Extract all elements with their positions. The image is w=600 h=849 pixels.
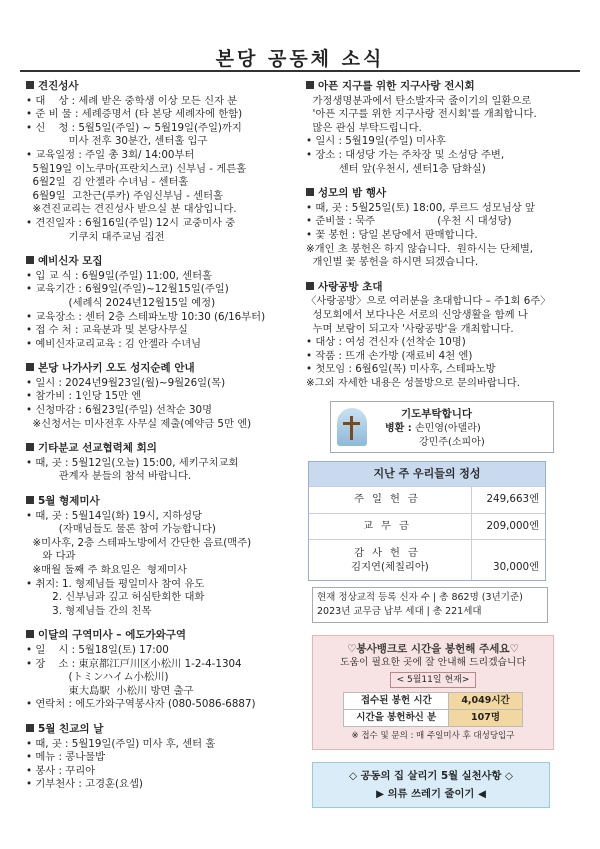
section xyxy=(306,80,578,176)
section-line: 와 다과 xyxy=(26,550,76,563)
goal-heading: ◇ 공동의 집 살리기 5월 실천사항 ◇ xyxy=(349,770,513,783)
offering-value: 209,000엔 xyxy=(472,513,546,540)
section-line: 성모회에서 보다나은 서로의 신앙생활을 함께 나 xyxy=(306,308,528,321)
volunteer-date: < 5월11일 현재> xyxy=(390,672,477,688)
title-divider xyxy=(20,70,580,72)
section-line: • 취지: 1. 형제님들 평일미사 참여 유도 xyxy=(26,577,205,590)
section-line: (トミンハイム小松川) xyxy=(26,671,169,684)
section-line: • 첫모임 : 6월6일(목) 미사후, 스테파노방 xyxy=(306,363,496,376)
section xyxy=(306,187,578,270)
section-line: ※그외 자세한 내용은 성물방으로 문의바랍니다. xyxy=(306,376,520,389)
bullet-square-icon xyxy=(306,282,314,290)
section-heading xyxy=(26,495,296,509)
prayer-title: 기도부탁합니다 xyxy=(401,408,473,421)
bullet-square-icon xyxy=(306,188,314,196)
section-line: • 장소 : 대성당 가는 주차장 및 소성당 주변, xyxy=(306,148,505,161)
section-title: 기타분교 선교협력체 회의 xyxy=(38,442,157,455)
section-title: 이달의 구역미사 – 에도가와구역 xyxy=(38,629,187,642)
offering-label: 교무금 xyxy=(309,513,472,540)
section-heading xyxy=(26,629,296,643)
section-heading xyxy=(306,281,578,295)
monthly-goal-box xyxy=(312,762,550,808)
section xyxy=(26,442,296,484)
section-title: 5월 친교의 날 xyxy=(38,722,104,735)
section-line: 센터 앞(우천시, 센터1층 담화실) xyxy=(306,162,486,175)
section-line: 많은 관심 부탁드립니다. xyxy=(306,121,422,134)
section-line: ※미사후, 2층 스테파노방에서 간단한 음료(맥주) xyxy=(26,536,252,549)
section-heading xyxy=(26,442,296,456)
section-line: 관계자 분들의 참석 바랍니다. xyxy=(26,470,192,483)
section-line: • 장 소 : 東京都江戸川区小松川 1-2-4-1304 xyxy=(26,657,242,670)
section-heading xyxy=(26,255,296,269)
section-heading xyxy=(26,723,296,737)
section-line: • 일시 : 5월19일(주일) 미사후 xyxy=(306,135,446,148)
section-line: 3. 형제님들 간의 친목 xyxy=(26,604,152,617)
section-line: 기쿠치 대주교님 집전 xyxy=(26,230,165,243)
offering-heading: 지난 주 우리들의 정성 xyxy=(309,462,545,486)
section-line: • 준 비 물 : 세례증명서 (타 본당 세례자에 한함) xyxy=(26,108,243,121)
section-line: • 대 상 : 세례 받은 중학생 이상 모든 신자 분 xyxy=(26,94,238,107)
section-line: 〈사랑공방〉으로 여러분을 초대합니다 – 주1회 6주〉 xyxy=(306,295,551,308)
section xyxy=(26,362,296,431)
section-line: • 봉사 : 꾸리아 xyxy=(26,764,96,777)
bullet-square-icon xyxy=(26,496,34,504)
volunteer-value: 107명 xyxy=(449,710,522,727)
section-line: ※신청서는 미사전후 사무실 제출(예약금 5만 엔) xyxy=(26,417,252,430)
section-line: 누며 보람이 되고자 '사랑공방'을 개최합니다. xyxy=(306,322,514,335)
section-line: ※매월 둘째 주 화요일은 형제미사 xyxy=(26,564,187,576)
offering-row xyxy=(309,487,545,514)
goal-item: ▶ 의류 쓰레기 줄이기 ◀ xyxy=(376,788,486,801)
section-line: • 때, 곳 : 5월25일(토) 18:00, 루르드 성모님상 앞 xyxy=(306,201,535,214)
bullet-square-icon xyxy=(306,81,314,89)
section-title: 사랑공방 초대 xyxy=(318,280,383,293)
volunteer-sub: 도움이 필요한 곳에 잘 안내해 드리겠습니다 xyxy=(340,657,526,669)
offering-label xyxy=(309,540,472,581)
bullet-square-icon xyxy=(26,363,34,371)
section-line: • 입 교 식 : 6월9일(주일) 11:00, 센터홀 xyxy=(26,269,213,282)
volunteer-table xyxy=(343,692,522,727)
prayer-line xyxy=(385,422,481,436)
left-column xyxy=(26,80,296,803)
section-line: • 작품 : 뜨개 손가방 (재료비 4천 엔) xyxy=(306,349,473,362)
section-line: 6월9일 고찬근(루카) 주임신부님 - 센터홀 xyxy=(26,189,223,202)
offering-label-main: 감사헌금 xyxy=(354,547,426,560)
prayer-label: 병환 : xyxy=(385,423,412,435)
bullet-square-icon xyxy=(26,81,34,89)
section-line: • 때, 곳 : 5월14일(화) 19시, 지하성당 xyxy=(26,509,202,522)
section-line: • 연락처 : 에도가와구역봉사자 (080-5086-6887) xyxy=(26,698,256,711)
section-line: ※개인 초 봉헌은 하지 않습니다. 원하시는 단체별, xyxy=(306,242,534,255)
section-line: • 접 수 처 : 교육분과 및 본당사무실 xyxy=(26,324,188,337)
section-line: 가정생명분과에서 탄소발자국 줄이기의 일환으로 xyxy=(306,94,532,107)
section-line: • 기부천사 : 고경훈(요셉) xyxy=(26,778,143,791)
prayer-request-box xyxy=(330,401,554,453)
volunteer-value: 4,049시간 xyxy=(449,693,522,710)
section-line: ※견진교리는 견진성사 받으실 분 대상입니다. xyxy=(26,203,237,216)
section-title: 아픈 지구를 위한 지구사랑 전시회 xyxy=(318,80,475,92)
stats-line: 현재 정상교적 등록 신자 수 | 총 862명 (3년기준) xyxy=(317,592,523,604)
prayer-name: 손민영(아델라) xyxy=(415,423,481,435)
section-line: • 참가비 : 1인당 15만 엔 xyxy=(26,390,142,403)
volunteer-note: ※ 접수 및 문의 : 매 주일미사 후 대성당입구 xyxy=(351,731,515,742)
section-line: '아픈 지구를 위한 지구사랑 전시회'를 개최합니다. xyxy=(306,108,537,121)
prayer-name: 강민주(소피아) xyxy=(419,437,485,449)
section-line: (세례식 2024년12월15일 예정) xyxy=(26,296,216,309)
offering-row xyxy=(309,513,545,540)
section-line: • 일시 : 2024년9월23일(월)~9월26일(목) xyxy=(26,376,226,389)
section-line: • 신 청 : 5월5일(주일) ~ 5월19일(주일)까지 xyxy=(26,121,242,134)
section-line: (자매님들도 물론 참여 가능합니다) xyxy=(26,523,216,536)
section-line: • 교육일정 : 주일 총 3회/ 14:00부터 xyxy=(26,148,195,161)
volunteer-bank-box xyxy=(312,635,554,750)
offering-value: 249,663엔 xyxy=(472,487,546,514)
section-line: 미사 전후 30분간, 센터홀 입구 xyxy=(26,135,208,148)
bullet-square-icon xyxy=(26,724,34,732)
section-title: 성모의 밤 행사 xyxy=(318,187,387,200)
section-line: • 대상 : 여성 견신자 (선착순 10명) xyxy=(306,336,466,349)
bullet-square-icon xyxy=(26,443,34,451)
stats-line: 2023년 교무금 납부 세대 | 총 221세대 xyxy=(317,606,482,618)
section-line: • 준비물 : 묵주 (우천 시 대성당) xyxy=(306,215,512,228)
section-line: 개인별 꽃 봉헌을 하시면 되겠습니다. xyxy=(306,256,479,269)
section-line: • 예비신자교리교육 : 김 안젤라 수녀님 xyxy=(26,337,202,350)
church-window-icon xyxy=(337,408,367,446)
bullet-square-icon xyxy=(26,256,34,264)
offering-row xyxy=(309,540,545,581)
section-line: • 신청마감 : 6월23일(주일) 선착순 30명 xyxy=(26,404,213,417)
section-line: 2. 신부님과 깊고 허심탄회한 대화 xyxy=(26,591,205,604)
volunteer-label: 시간을 봉헌하신 분 xyxy=(344,710,449,727)
section xyxy=(26,495,296,618)
offering-label: 주일헌금 xyxy=(309,487,472,514)
section-line: • 일 시 : 5월18일(토) 17:00 xyxy=(26,643,169,656)
section-line: • 때, 곳 : 5월12일(오늘) 15:00, 세키구치교회 xyxy=(26,456,239,469)
section xyxy=(26,80,296,244)
section-line: • 꽃 봉헌 : 당일 본당에서 판매합니다. xyxy=(306,228,478,241)
section-line: • 때, 곳 : 5월19일(주일) 미사 후, 센터 홀 xyxy=(26,737,216,750)
section xyxy=(306,281,578,391)
section-line: • 견진일자 : 6월16일(주일) 12시 교중미사 중 xyxy=(26,216,236,229)
section xyxy=(26,629,296,712)
offering-value: 30,000엔 xyxy=(472,540,546,581)
volunteer-label: 접수된 봉헌 시간 xyxy=(344,693,449,710)
bullet-square-icon xyxy=(26,630,34,638)
section-heading xyxy=(306,80,578,94)
offering-table xyxy=(308,461,546,581)
section-heading xyxy=(306,187,578,201)
page-title: 본당 공동체 소식 xyxy=(215,48,385,70)
section-line: • 교육장소 : 센터 2층 스테파노방 10:30 (6/16부터) xyxy=(26,310,266,323)
section-line: • 메뉴 : 콩나물밥 xyxy=(26,751,106,764)
section-title: 본당 나가사키 오도 성지순례 안내 xyxy=(38,362,195,375)
section-line: • 교육기간 : 6월9일(주일)~12월15일(주일) xyxy=(26,283,229,296)
section-title: 5월 형제미사 xyxy=(38,495,100,508)
section xyxy=(26,723,296,792)
section-line: 5월19일 이노쿠마(프란치스코) 신부님 - 게른홀 xyxy=(26,162,247,175)
section-line: 東大島駅 小松川 방면 출구 xyxy=(26,684,194,697)
section xyxy=(26,255,296,351)
parish-stats-box xyxy=(312,587,548,623)
section-line: 6월2일 김 안젤라 수녀님 - 센터홀 xyxy=(26,176,189,189)
section-title: 예비신자 모집 xyxy=(38,255,103,268)
right-column xyxy=(306,80,578,808)
volunteer-heading: ♡봉사뱅크로 시간을 봉헌해 주세요♡ xyxy=(347,643,519,656)
offering-donor: 김지연(체칠리아) xyxy=(351,561,429,574)
section-title: 견진성사 xyxy=(38,80,79,92)
section-heading xyxy=(26,80,296,94)
section-heading xyxy=(26,362,296,376)
